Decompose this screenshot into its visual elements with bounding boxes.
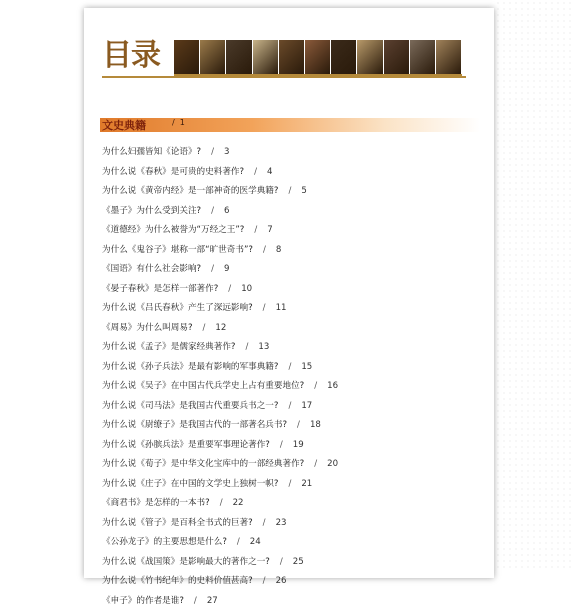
header-photo: [279, 40, 304, 74]
toc-separator: /: [228, 284, 231, 294]
header-photo: [226, 40, 251, 74]
toc-separator: /: [263, 576, 266, 586]
toc-entry[interactable]: [102, 143, 482, 163]
toc-separator: /: [211, 206, 214, 216]
toc-separator: /: [220, 498, 223, 508]
header-divider: [102, 76, 466, 78]
toc-separator: /: [254, 167, 257, 177]
toc-entry-title: 为什么说《竹书纪年》的史料价值甚高?: [102, 576, 253, 586]
header-photo: [436, 40, 461, 74]
toc-entry-title: 为什么说《春秋》是可贵的史料著作?: [102, 167, 244, 177]
toc-entry[interactable]: [102, 299, 482, 319]
toc-header: [102, 36, 482, 76]
toc-entry-title: 为什么说《庄子》在中国的文学史上独树一帜?: [102, 479, 278, 489]
toc-separator: /: [263, 245, 266, 255]
toc-separator: /: [237, 537, 240, 547]
toc-entry-page: 21: [301, 479, 312, 489]
toc-separator: /: [194, 596, 197, 606]
toc-entry-page: 20: [327, 459, 338, 469]
toc-entry-page: 23: [276, 518, 287, 528]
toc-separator: /: [280, 557, 283, 567]
header-photo: [174, 40, 199, 74]
toc-separator: /: [288, 479, 291, 489]
toc-entry[interactable]: [102, 163, 482, 183]
toc-entry[interactable]: [102, 514, 482, 534]
toc-entry-page: 15: [301, 362, 312, 372]
toc-entry-page: 13: [258, 342, 269, 352]
toc-entry-page: 18: [310, 420, 321, 430]
toc-entry[interactable]: [102, 260, 482, 280]
toc-entry-page: 19: [293, 440, 304, 450]
toc-separator: /: [288, 362, 291, 372]
book-page: [84, 8, 494, 578]
toc-entry-title: 为什么说《孟子》是儒家经典著作?: [102, 342, 235, 352]
toc-entry-title: 《墨子》为什么受到关注?: [102, 206, 201, 216]
toc-separator: /: [254, 225, 257, 235]
toc-entry-title: 为什么说《荀子》是中华文化宝库中的一部经典著作?: [102, 459, 304, 469]
toc-separator: /: [288, 401, 291, 411]
toc-entry-page: 26: [276, 576, 287, 586]
header-photo: [410, 40, 435, 74]
section-heading-bar: [100, 118, 480, 132]
toc-entry-page: 10: [241, 284, 252, 294]
toc-entry[interactable]: [102, 202, 482, 222]
toc-entry-title: 为什么说《管子》是百科全书式的巨著?: [102, 518, 253, 528]
toc-entry[interactable]: [102, 319, 482, 339]
toc-entry[interactable]: [102, 592, 482, 611]
toc-entry-page: 11: [276, 303, 287, 313]
toc-entry-page: 16: [327, 381, 338, 391]
toc-separator: /: [211, 147, 214, 157]
toc-entry[interactable]: [102, 572, 482, 592]
section-title: 文史典籍: [102, 117, 146, 133]
toc-entry-title: 《道德经》为什么被誉为“万经之王”?: [102, 225, 244, 235]
toc-entry[interactable]: [102, 553, 482, 573]
toc-entry-title: 为什么说《吴子》在中国古代兵学史上占有重要地位?: [102, 381, 304, 391]
background-pattern: [495, 0, 575, 568]
toc-separator: /: [263, 303, 266, 313]
toc-entry[interactable]: [102, 358, 482, 378]
page-title: 目录: [102, 36, 160, 76]
section-page: / 1: [172, 118, 185, 127]
toc-separator: /: [288, 186, 291, 196]
toc-entry-page: 5: [301, 186, 306, 196]
toc-entry-page: 9: [224, 264, 229, 274]
toc-entry-page: 4: [267, 167, 272, 177]
toc-separator: /: [297, 420, 300, 430]
toc-entry[interactable]: [102, 280, 482, 300]
toc-entry[interactable]: [102, 455, 482, 475]
toc-entry-title: 《国语》有什么社会影响?: [102, 264, 201, 274]
toc-separator: /: [263, 518, 266, 528]
toc-separator: /: [203, 323, 206, 333]
toc-entry-title: 《晏子春秋》是怎样一部著作?: [102, 284, 218, 294]
toc-entry-title: 《公孙龙子》的主要思想是什么?: [102, 537, 227, 547]
toc-entry-title: 《周易》为什么叫周易?: [102, 323, 193, 333]
section-page-number: 1: [180, 118, 185, 127]
toc-separator: /: [314, 459, 317, 469]
toc-entry[interactable]: [102, 397, 482, 417]
toc-entry-title: 为什么说《战国策》是影响最大的著作之一?: [102, 557, 270, 567]
toc-entry-page: 7: [267, 225, 272, 235]
toc-entry-title: 为什么说《黄帝内经》是一部神奇的医学典籍?: [102, 186, 278, 196]
toc-entry[interactable]: [102, 221, 482, 241]
toc-entry-title: 为什么说《尉缭子》是我国古代的一部著名兵书?: [102, 420, 287, 430]
toc-entry-page: 22: [233, 498, 244, 508]
toc-entry[interactable]: [102, 338, 482, 358]
toc-entry[interactable]: [102, 377, 482, 397]
header-photo: [357, 40, 382, 74]
toc-separator: /: [280, 440, 283, 450]
header-photo: [200, 40, 225, 74]
toc-entry-page: 17: [301, 401, 312, 411]
header-image-strip: [174, 40, 462, 77]
header-photo: [253, 40, 278, 74]
toc-entry[interactable]: [102, 416, 482, 436]
toc-entry-page: 25: [293, 557, 304, 567]
header-photo: [384, 40, 409, 74]
toc-entry-title: 为什么说《孙子兵法》是最有影响的军事典籍?: [102, 362, 278, 372]
toc-entry-title: 《申子》的作者是谁?: [102, 596, 184, 606]
toc-separator: /: [314, 381, 317, 391]
toc-entry-page: 8: [276, 245, 281, 255]
header-photo: [331, 40, 356, 74]
toc-entry-page: 24: [250, 537, 261, 547]
toc-list: [102, 143, 482, 611]
toc-entry-title: 为什么说《吕氏春秋》产生了深远影响?: [102, 303, 253, 313]
toc-entry-title: 为什么《鬼谷子》堪称一部“旷世奇书”?: [102, 245, 253, 255]
header-photo: [305, 40, 330, 74]
toc-separator: /: [211, 264, 214, 274]
toc-entry[interactable]: [102, 436, 482, 456]
toc-entry-title: 为什么说《司马法》是我国古代重要兵书之一?: [102, 401, 278, 411]
toc-entry[interactable]: [102, 475, 482, 495]
toc-entry[interactable]: [102, 182, 482, 202]
toc-entry-page: 3: [224, 147, 229, 157]
toc-entry-title: 为什么妇孺皆知《论语》?: [102, 147, 201, 157]
toc-entry[interactable]: [102, 533, 482, 553]
toc-separator: /: [245, 342, 248, 352]
toc-entry-title: 《商君书》是怎样的一本书?: [102, 498, 210, 508]
toc-entry-page: 27: [207, 596, 218, 606]
toc-entry-title: 为什么说《孙膑兵法》是重要军事理论著作?: [102, 440, 270, 450]
toc-entry[interactable]: [102, 241, 482, 261]
toc-entry[interactable]: [102, 494, 482, 514]
toc-entry-page: 6: [224, 206, 229, 216]
toc-entry-page: 12: [215, 323, 226, 333]
